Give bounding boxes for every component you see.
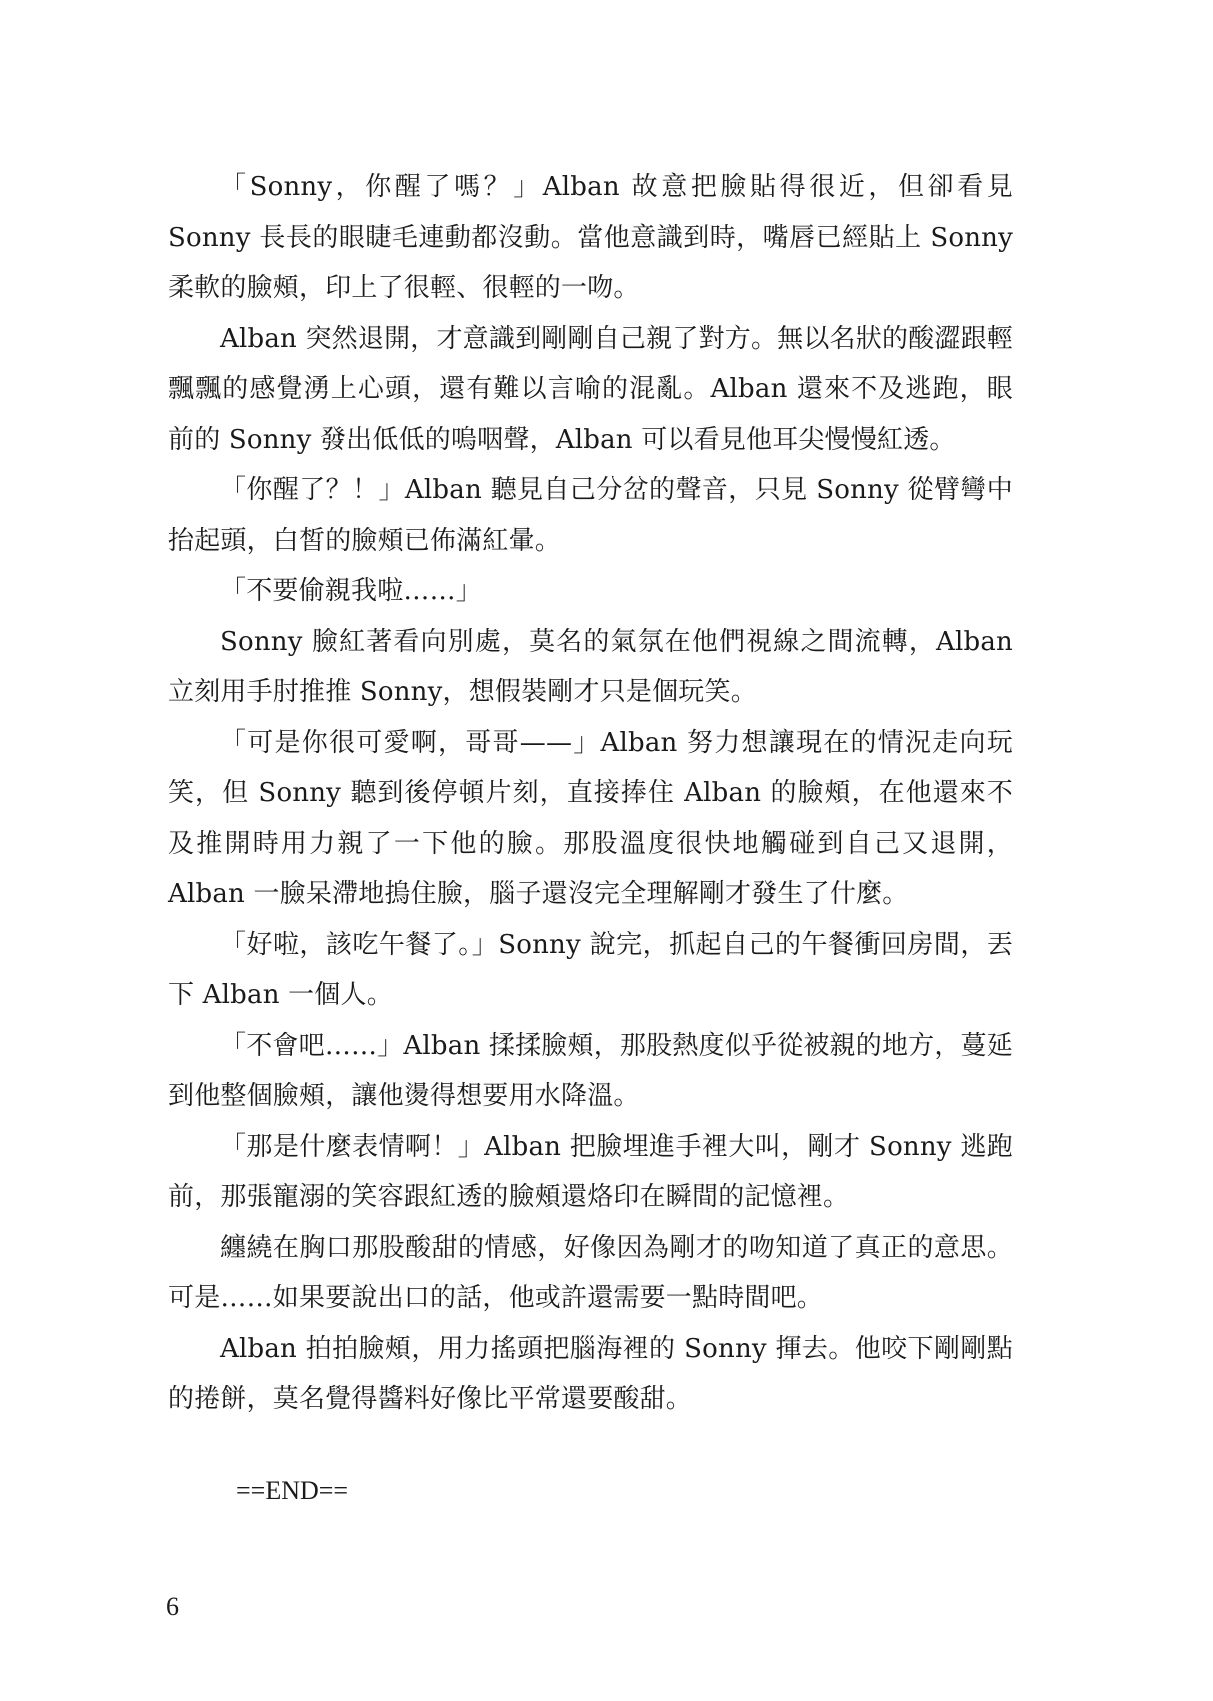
paragraph-6: 「可是你很可愛啊，哥哥——」Alban 努力想讓現在的情況走向玩笑，但 Sonny 聽到後停頓片刻，直接捧住 Alban 的臉頰，在他還來不及推開時用力親了一下他的臉。那股溫度很快地觸碰到自己又退開，Alban 一臉呆滯地摀住臉，腦子還沒完全理解剛才發生了什麼。 bbox=[168, 727, 1013, 909]
story-text-body bbox=[168, 162, 1013, 1425]
paragraph-7: 「好啦，該吃午餐了。」Sonny 說完，抓起自己的午餐衝回房間，丟下 Alban 一個人。 bbox=[168, 929, 1013, 1010]
page-number: 6 bbox=[166, 1592, 179, 1621]
paragraph-10: 纏繞在胸口那股酸甜的情感，好像因為剛才的吻知道了真正的意思。可是……如果要說出口的話，他或許還需要一點時間吧。 bbox=[168, 1232, 1013, 1313]
paragraph-8: 「不會吧……」Alban 揉揉臉頰，那股熱度似乎從被親的地方，蔓延到他整個臉頰，讓他燙得想要用水降溫。 bbox=[168, 1030, 1013, 1111]
paragraph-5: Sonny 臉紅著看向別處，莫名的氣氛在他們視線之間流轉，Alban 立刻用手肘推推 Sonny，想假裝剛才只是個玩笑。 bbox=[168, 626, 1013, 707]
paragraph-9: 「那是什麼表情啊！」Alban 把臉埋進手裡大叫，剛才 Sonny 逃跑前，那張寵溺的笑容跟紅透的臉頰還烙印在瞬間的記憶裡。 bbox=[168, 1131, 1013, 1212]
paragraph-4: 「不要偷親我啦……」 bbox=[220, 576, 483, 606]
paragraph-2: Alban 突然退開，才意識到剛剛自己親了對方。無以名狀的酸澀跟輕飄飄的感覺湧上心頭，還有難以言喻的混亂。Alban 還來不及逃跑，眼前的 Sonny 發出低低的嗚咽聲，Alban 可以看見他耳尖慢慢紅透。 bbox=[168, 323, 1013, 455]
paragraph-11: Alban 拍拍臉頰，用力搖頭把腦海裡的 Sonny 揮去。他咬下剛剛點的捲餅，莫名覺得醬料好像比平常還要酸甜。 bbox=[168, 1333, 1013, 1414]
paragraph-3: 「你醒了？！」Alban 聽見自己分岔的聲音，只見 Sonny 從臂彎中抬起頭，白皙的臉頰已佈滿紅暈。 bbox=[168, 475, 1013, 556]
paragraph-1: 「Sonny，你醒了嗎？」Alban 故意把臉貼得很近，但卻看見 Sonny 長長的眼睫毛連動都沒動。當他意識到時，嘴唇已經貼上 Sonny 柔軟的臉頰，印上了很輕、很輕的一吻。 bbox=[168, 172, 1013, 303]
end-marker: ==END== bbox=[236, 1476, 349, 1505]
